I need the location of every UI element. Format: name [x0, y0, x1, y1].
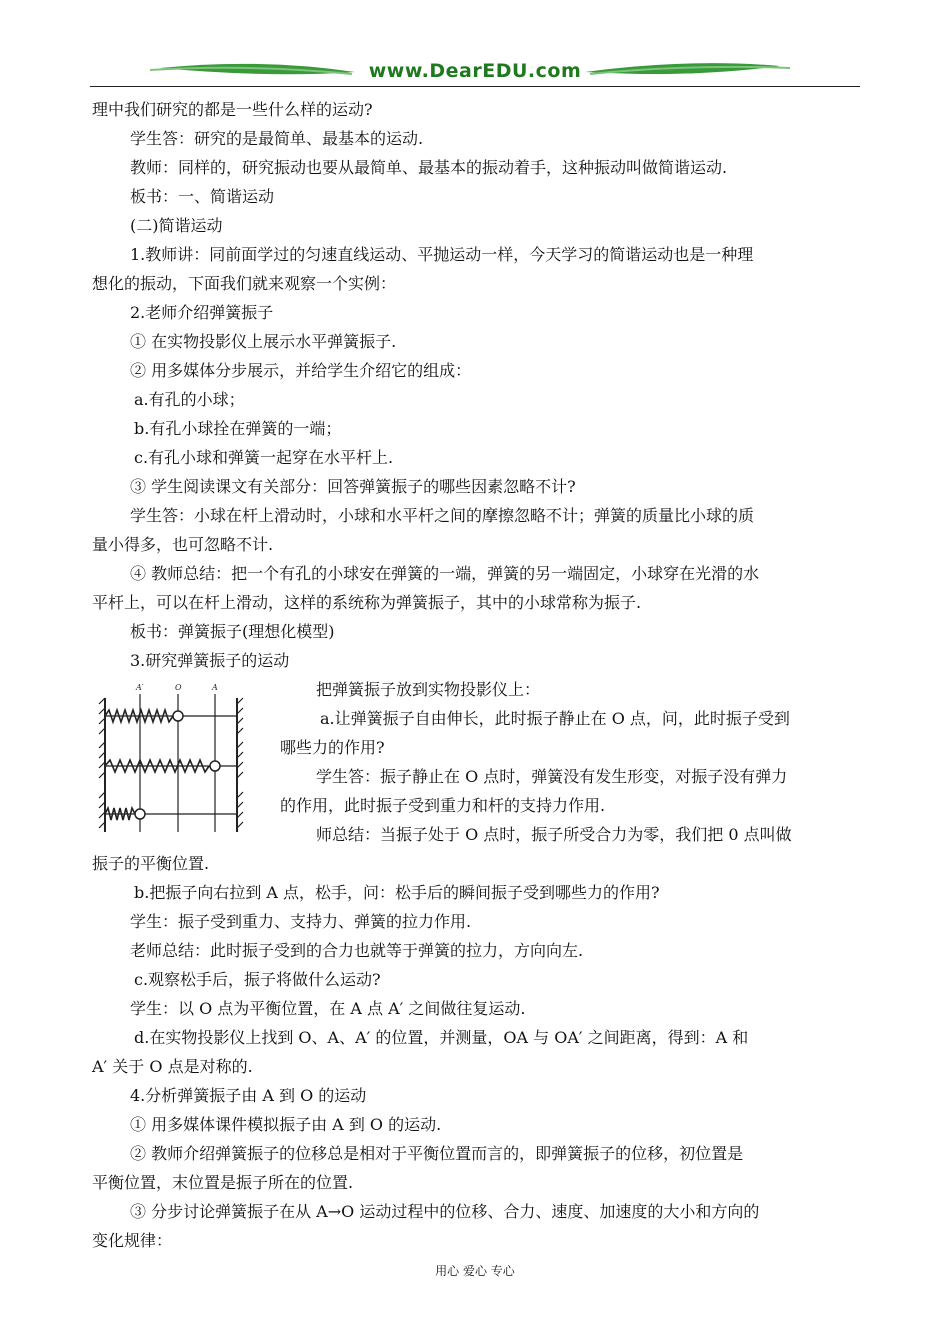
header-divider [90, 86, 860, 87]
label-a-prime: A′ [136, 683, 144, 692]
text-line: ② 用多媒体分步展示，并给学生介绍它的组成： [130, 361, 472, 380]
text-line: 学生：以 O 点为平衡位置，在 A 点 A′ 之间做往复运动. [130, 999, 526, 1018]
page-footer: 用心 爱心 专心 [435, 1264, 515, 1278]
text-line: 老师总结：此时振子受到的合力也就等于弹簧的拉力，方向向左. [130, 941, 584, 960]
text-line: c.观察松手后，振子将做什么运动? [134, 970, 381, 989]
text-line: 板书：弹簧振子(理想化模型) [130, 622, 335, 641]
text-line: a.有孔的小球； [134, 390, 245, 409]
text-line: (二)简谐运动 [130, 216, 223, 235]
text-line: 4.分析弹簧振子由 A 到 O 的运动 [130, 1086, 367, 1105]
text-line: 平衡位置，末位置是振子所在的位置. [92, 1173, 354, 1192]
text-line: 振子的平衡位置. [92, 854, 210, 873]
label-a: A [212, 683, 218, 692]
text-line: ② 教师介绍弹簧振子的位移总是相对于平衡位置而言的，即弹簧振子的位移，初位置是 [130, 1144, 744, 1163]
text-line: 想化的振动，下面我们就来观察一个实例： [92, 274, 397, 293]
text-line: 学生：振子受到重力、支持力、弹簧的拉力作用. [130, 912, 472, 931]
text-line: ③ 学生阅读课文有关部分：回答弹簧振子的哪些因素忽略不计? [130, 477, 576, 496]
text-line: 教师：同样的，研究振动也要从最简单、最基本的振动着手，这种振动叫做简谐运动. [130, 158, 728, 177]
text-line: 师总结：当振子处于 O 点时，振子所受合力为零，我们把 0 点叫做 [316, 825, 792, 844]
text-line: b.把振子向右拉到 A 点，松手，问：松手后的瞬间振子受到哪些力的作用? [134, 883, 660, 902]
text-line: ③ 分步讨论弹簧振子在从 A→O 运动过程中的位移、合力、速度、加速度的大小和方向的 [130, 1202, 760, 1221]
text-line: d.在实物投影仪上找到 O、A、A′ 的位置，并测量，OA 与 OA′ 之间距离，得到：A 和 [134, 1028, 749, 1047]
text-line: 3.研究弹簧振子的运动 [130, 651, 290, 670]
text-line: 的作用，此时振子受到重力和杆的支持力作用. [280, 796, 606, 815]
text-line: ① 用多媒体课件模拟振子由 A 到 O 的运动. [130, 1115, 442, 1134]
text-line: c.有孔小球和弹簧一起穿在水平杆上. [134, 448, 394, 467]
label-o: O [175, 683, 182, 692]
text-line: 平杆上，可以在杆上滑动，这样的系统称为弹簧振子，其中的小球常称为振子. [92, 593, 642, 612]
text-line: 学生答：振子静止在 O 点时，弹簧没有发生形变，对振子没有弹力 [316, 767, 788, 786]
spring-oscillator-figure [95, 680, 255, 840]
text-line: a.让弹簧振子自由伸长，此时振子静止在 O 点，问，此时振子受到 [320, 709, 790, 728]
text-line: b.有孔小球拴在弹簧的一端； [134, 419, 342, 438]
text-line: 1.教师讲：同前面学过的匀速直线运动、平抛运动一样，今天学习的简谐运动也是一种理 [130, 245, 754, 264]
text-line: 板书：一、简谐运动 [130, 187, 275, 206]
site-url[interactable]: www.DearEDU.com [368, 60, 582, 82]
spring-oscillator-diagram [95, 680, 255, 840]
text-line: 2.老师介绍弹簧振子 [130, 303, 274, 322]
text-line: A′ 关于 O 点是对称的. [92, 1057, 253, 1076]
text-line: 把弹簧振子放到实物投影仪上： [316, 680, 541, 699]
text-line: 哪些力的作用? [280, 738, 385, 757]
text-line: 变化规律： [92, 1231, 173, 1250]
text-line: 量小得多，也可忽略不计. [92, 535, 274, 554]
text-line: 理中我们研究的都是一些什么样的运动? [92, 100, 373, 119]
text-line: 学生答：小球在杆上滑动时，小球和水平杆之间的摩擦忽略不计；弹簧的质量比小球的质 [130, 506, 755, 525]
text-line: ① 在实物投影仪上展示水平弹簧振子. [130, 332, 397, 351]
text-line: ④ 教师总结：把一个有孔的小球安在弹簧的一端，弹簧的另一端固定，小球穿在光滑的水 [130, 564, 760, 583]
text-line: 学生答：研究的是最简单、最基本的运动. [130, 129, 424, 148]
site-header-banner [90, 56, 860, 90]
